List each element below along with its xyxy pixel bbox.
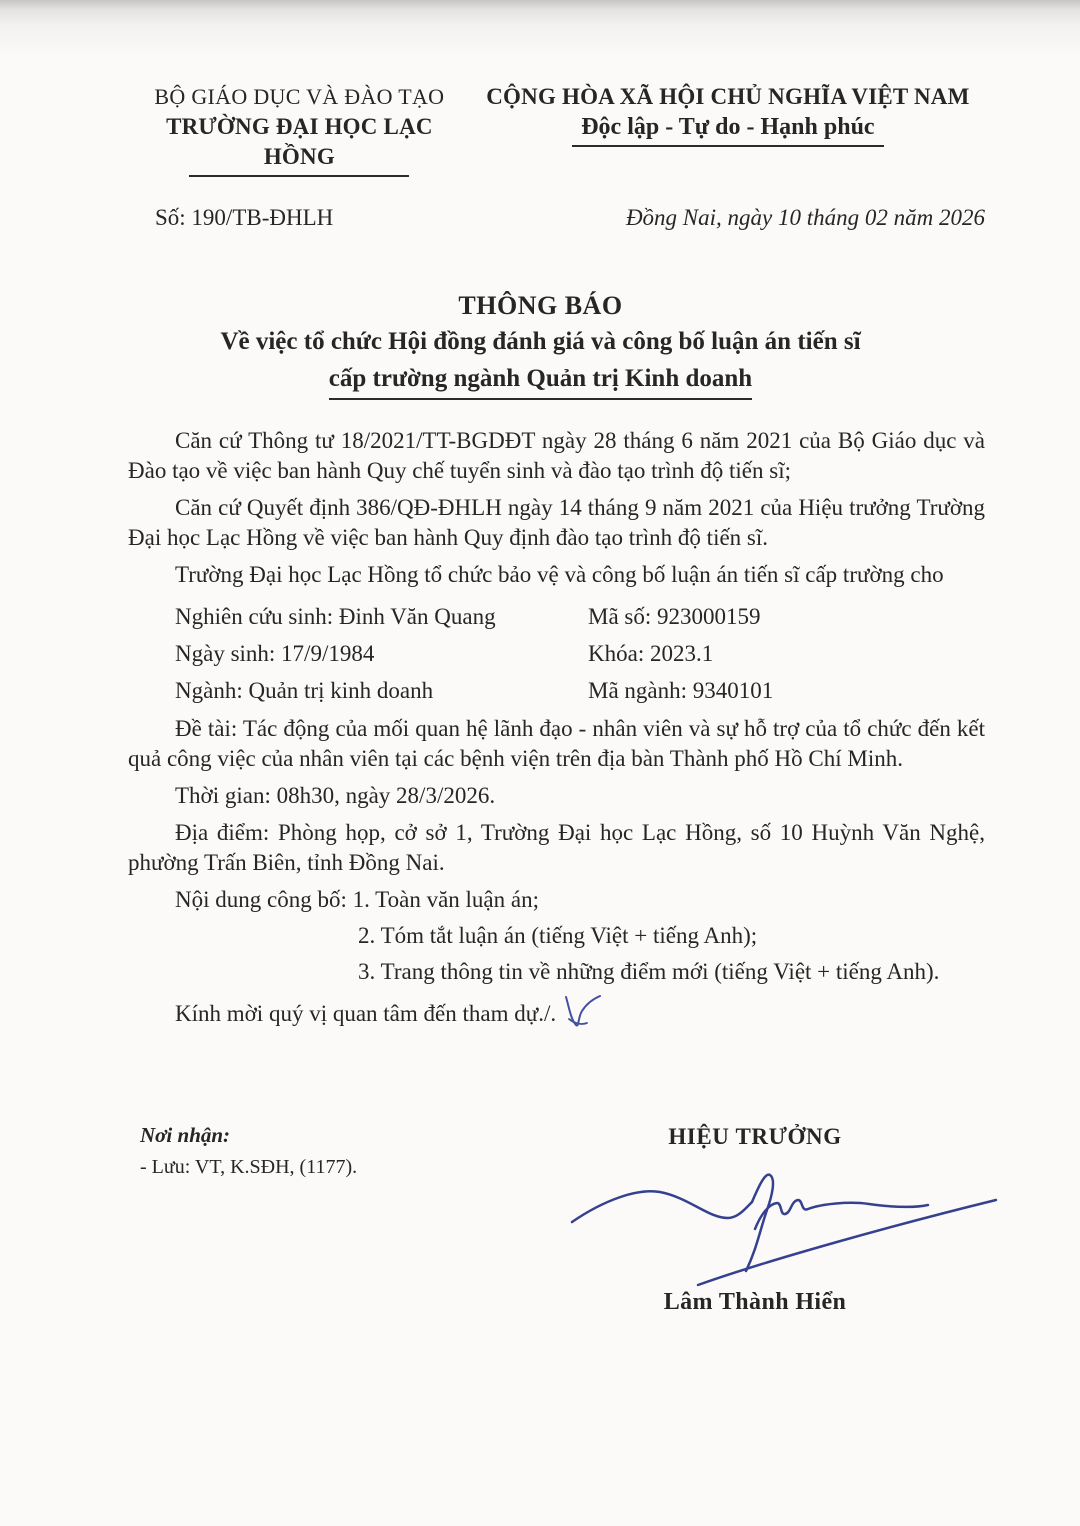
ministry-name: BỘ GIÁO DỤC VÀ ĐÀO TẠO bbox=[154, 84, 445, 109]
country-name: CỘNG HÒA XÃ HỘI CHỦ NGHĨA VIỆT NAM bbox=[486, 84, 970, 109]
signature-block bbox=[525, 1122, 985, 1317]
document-body bbox=[128, 426, 985, 1034]
national-motto: Độc lập - Tự do - Hạnh phúc bbox=[581, 114, 875, 140]
document-subtitle-line2-wrap bbox=[128, 360, 953, 400]
handwritten-signature bbox=[568, 1134, 1008, 1294]
document-footer bbox=[128, 1122, 985, 1317]
paragraph-legal-basis-1: Căn cứ Thông tư 18/2021/TT-BGDĐT ngày 28 tháng 6 năm 2021 của Bộ Giáo dục và Đào tạo về việc ban hành Quy chế tuyển sinh và đào tạo trình độ tiến sĩ; bbox=[128, 428, 985, 483]
recipients-label: Nơi nhận: bbox=[140, 1123, 231, 1147]
paragraph-invitation bbox=[128, 994, 985, 1034]
paragraph-announcement: Trường Đại học Lạc Hồng tổ chức bảo vệ và công bố luận án tiến sĩ cấp trường cho bbox=[175, 562, 944, 587]
candidate-major-code: Mã ngành: 9340101 bbox=[588, 678, 774, 703]
reference-row bbox=[128, 203, 985, 233]
letterhead-left-rule bbox=[189, 175, 409, 177]
candidate-cohort: Khóa: 2023.1 bbox=[588, 641, 714, 666]
table-row bbox=[175, 672, 985, 709]
paragraph-thesis-topic: Đề tài: Tác động của mối quan hệ lãnh đạo - nhân viên và sự hỗ trợ của tổ chức đến kết quả công việc của nhân viên tại các bệnh viện trên địa bàn Thành phố Hồ Chí Minh. bbox=[128, 716, 985, 771]
paragraph-location: Địa điểm: Phòng họp, cở sở 1, Trường Đại học Lạc Hồng, số 10 Huỳnh Văn Nghệ, phường Trấn Biên, tỉnh Đồng Nai. bbox=[128, 820, 985, 875]
published-item-2: 2. Tóm tắt luận án (tiếng Việt + tiếng Anh); bbox=[358, 923, 758, 948]
candidate-name: Nghiên cứu sinh: Đinh Văn Quang bbox=[175, 604, 496, 629]
document-content bbox=[128, 0, 985, 1317]
paragraph-published-content: Nội dung công bố: 1. Toàn văn luận án; bbox=[175, 887, 539, 912]
signer-title: HIỆU TRƯỞNG bbox=[668, 1124, 842, 1149]
invitation-text: Kính mời quý vị quan tâm đến tham dự./. bbox=[175, 1001, 557, 1026]
candidate-id: Mã số: 923000159 bbox=[588, 604, 761, 629]
recipients-line: - Lưu: VT, K.SĐH, (1177). bbox=[140, 1156, 358, 1178]
title-block bbox=[128, 289, 953, 400]
place-dateline: Đồng Nai, ngày 10 tháng 02 năm 2026 bbox=[625, 205, 985, 230]
paragraph-time: Thời gian: 08h30, ngày 28/3/2026. bbox=[175, 783, 496, 808]
document-subtitle-line1: Về việc tổ chức Hội đồng đánh giá và công bố luận án tiến sĩ bbox=[220, 328, 861, 355]
university-name: TRƯỜNG ĐẠI HỌC LẠC HỒNG bbox=[166, 114, 433, 169]
signer-name: Lâm Thành Hiển bbox=[663, 1289, 847, 1315]
document-title: THÔNG BÁO bbox=[458, 291, 623, 320]
table-row bbox=[175, 635, 985, 672]
issuing-org-block bbox=[128, 82, 471, 177]
candidate-major: Ngành: Quản trị kinh doanh bbox=[175, 678, 434, 703]
document-number: Số: 190/TB-ĐHLH bbox=[155, 205, 334, 230]
national-header-block bbox=[471, 82, 985, 177]
handwritten-initials-mark bbox=[559, 994, 603, 1034]
table-row bbox=[175, 598, 985, 635]
recipients-block bbox=[128, 1122, 525, 1317]
letterhead bbox=[128, 82, 985, 177]
paragraph-legal-basis-2: Căn cứ Quyết định 386/QĐ-ĐHLH ngày 14 tháng 9 năm 2021 của Hiệu trưởng Trường Đại học Lạc Hồng về việc ban hành Quy định đào tạo trình độ tiến sĩ. bbox=[128, 495, 985, 550]
candidate-info-table bbox=[175, 598, 985, 709]
letterhead-right-rule bbox=[572, 145, 884, 147]
published-item-3: 3. Trang thông tin về những điểm mới (tiếng Việt + tiếng Anh). bbox=[358, 959, 940, 984]
signature-area bbox=[525, 1152, 985, 1287]
candidate-birthdate: Ngày sinh: 17/9/1984 bbox=[175, 641, 375, 666]
document-subtitle-line2: cấp trường ngành Quản trị Kinh doanh bbox=[329, 360, 752, 400]
